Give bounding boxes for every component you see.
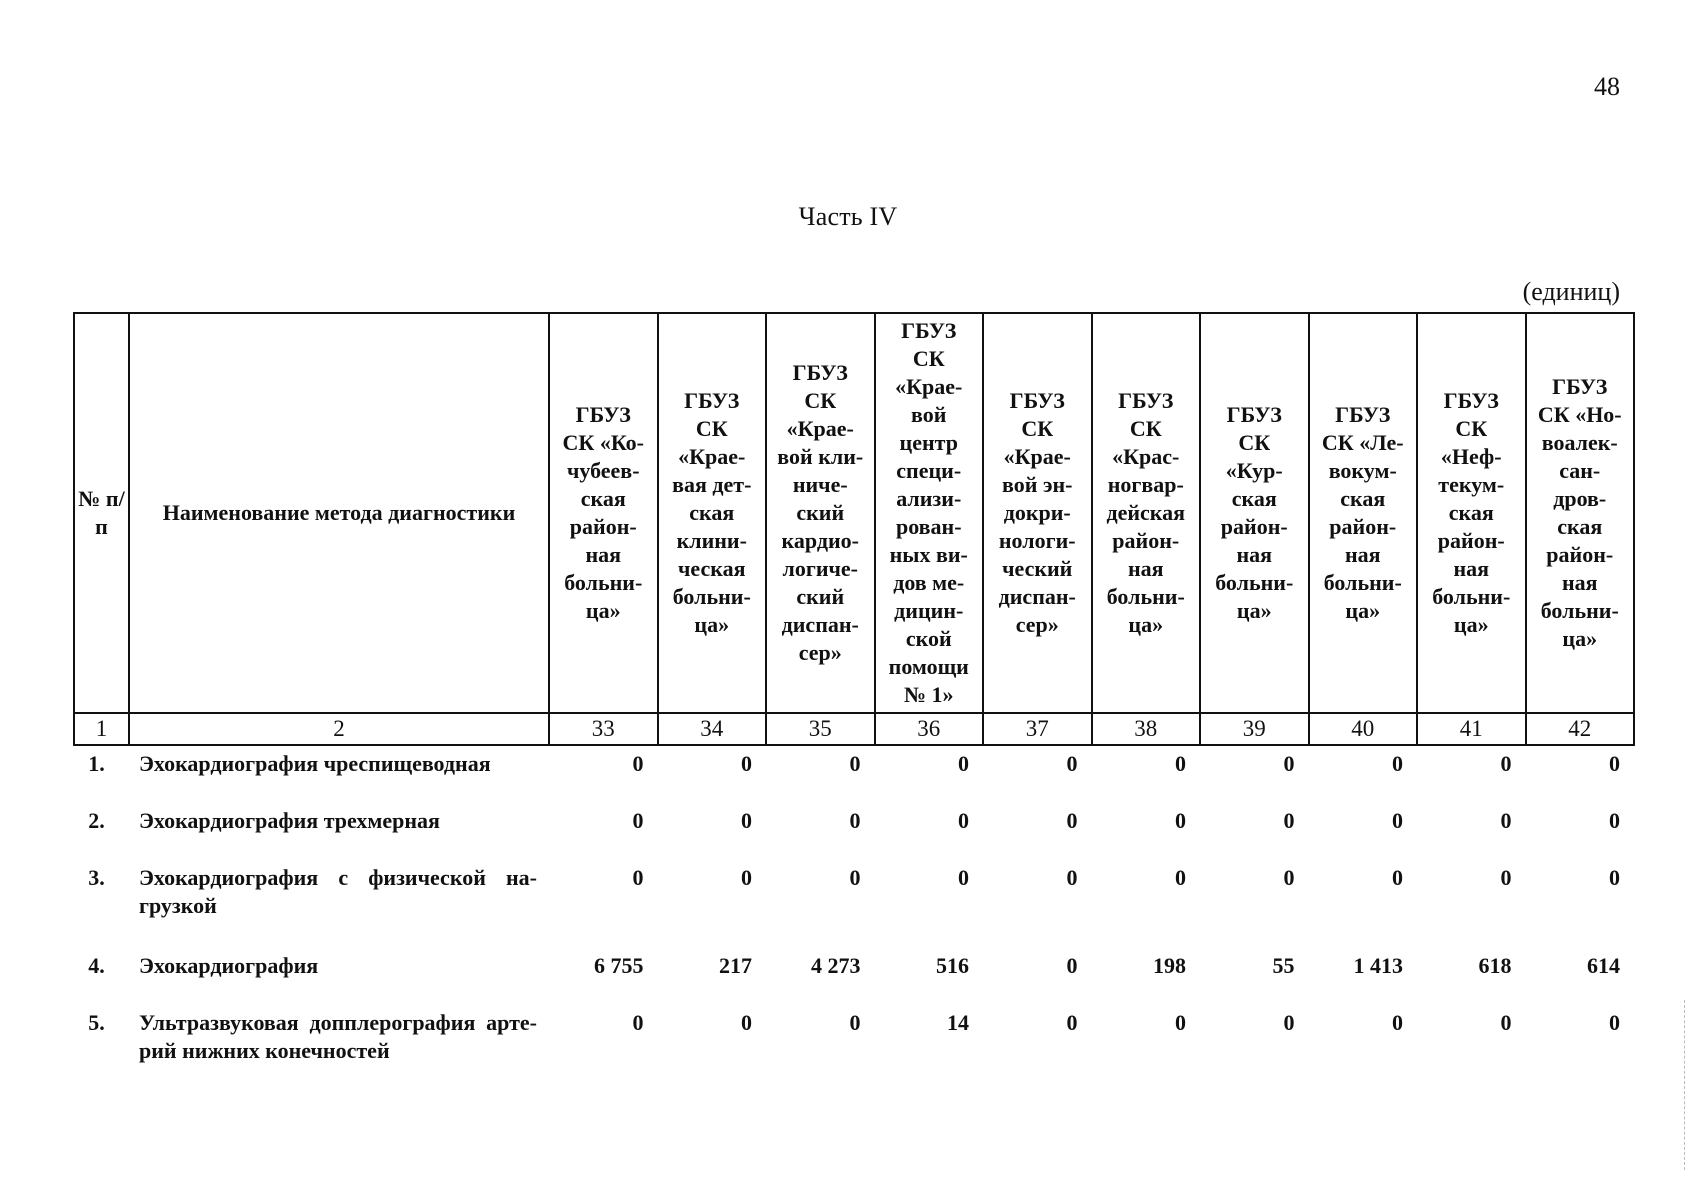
scan-edge-marks: [1684, 1000, 1688, 1170]
value-cell: 0: [1609, 865, 1620, 890]
value-cell: 55: [1272, 953, 1295, 978]
column-number: 42: [1526, 713, 1635, 745]
table-row: [74, 803, 1634, 860]
part-title: Часть IV: [798, 202, 898, 231]
value-cell: 0: [1175, 808, 1186, 833]
value-cell: 0: [741, 808, 752, 833]
row-number: 3.: [88, 865, 105, 890]
value-cell: 0: [1283, 1010, 1295, 1035]
header-org-label: ГБУЗ СК «Крае-вой центр специ-ализи-рован-ных ви-дов ме-дицин-ской помощи № 1»: [888, 318, 969, 707]
column-number: 40: [1309, 713, 1418, 745]
header-org-label: ГБУЗ СК «Неф-текум-ская район-ная больни-ца»: [1432, 388, 1511, 637]
header-org: [1200, 313, 1309, 713]
value-cell: 0: [849, 1010, 861, 1035]
column-number: 1: [74, 713, 129, 745]
column-number: 2: [129, 713, 549, 745]
header-org-label: ГБУЗ СК «Но-воалек-сан-дров-ская район-ная больни-ца»: [1537, 374, 1622, 651]
column-number: 39: [1200, 713, 1309, 745]
table-row: [74, 1005, 1634, 1093]
page-number: 48: [1594, 72, 1620, 101]
value-cell: 4 273: [811, 953, 861, 978]
value-cell: 0: [1609, 1010, 1620, 1035]
header-org-label: ГБУЗ СК «Кур-ская район-ная больни-ца»: [1215, 402, 1294, 623]
units-label: (единиц): [1522, 277, 1620, 306]
value-cell: 0: [1066, 1010, 1078, 1035]
value-cell: 0: [1175, 751, 1186, 776]
header-org: [766, 313, 875, 713]
method-name: Ультразвуковая допплерография арте-рий нижних конечностей: [139, 1010, 537, 1063]
method-name: Эхокардиография с физической на-грузкой: [139, 865, 537, 918]
value-cell: 0: [1283, 808, 1295, 833]
value-cell: 1 413: [1353, 953, 1403, 978]
header-org: [658, 313, 767, 713]
value-cell: 0: [849, 751, 861, 776]
header-method-name: Наименование метода диагностики: [129, 313, 549, 713]
value-cell: 0: [1392, 751, 1403, 776]
header-org-label: ГБУЗ СК «Ко-чубеев-ская район-ная больни-ца»: [562, 402, 645, 623]
column-number: 41: [1417, 713, 1526, 745]
table-header-row: [74, 313, 1634, 713]
header-org: [549, 313, 658, 713]
value-cell: 0: [632, 865, 644, 890]
value-cell: 0: [1283, 865, 1295, 890]
value-cell: 0: [958, 808, 969, 833]
row-number: 4.: [88, 953, 105, 978]
value-cell: 0: [741, 1010, 752, 1035]
header-org: [875, 313, 984, 713]
value-cell: 614: [1587, 953, 1620, 978]
value-cell: 618: [1478, 953, 1512, 978]
value-cell: 198: [1153, 953, 1186, 978]
header-org-label: ГБУЗ СК «Крае-вой кли-ниче-ский кардио-логиче-ский диспан-сер»: [777, 360, 864, 665]
value-cell: 0: [1066, 808, 1078, 833]
value-cell: 0: [1175, 1010, 1186, 1035]
column-number: 35: [766, 713, 875, 745]
row-number: 5.: [88, 1010, 105, 1035]
value-cell: 14: [947, 1010, 969, 1035]
value-cell: 0: [632, 751, 644, 776]
value-cell: 0: [1392, 1010, 1403, 1035]
header-org: [1309, 313, 1418, 713]
header-org-label: ГБУЗ СК «Крае-вой эн-докри-нологи-ческий диспан-сер»: [998, 388, 1076, 637]
value-cell: 0: [1500, 865, 1512, 890]
value-cell: 0: [741, 751, 752, 776]
value-cell: 0: [1392, 865, 1403, 890]
header-org-label: ГБУЗ СК «Крае-вая дет-ская клини-ческая больни-ца»: [672, 388, 752, 637]
header-org-label: ГБУЗ СК «Крас-ногвар-дейская район-ная больни-ца»: [1106, 388, 1186, 637]
value-cell: 0: [1392, 808, 1403, 833]
header-num: № п/п: [74, 313, 129, 713]
row-number: 2.: [88, 808, 105, 833]
column-number: 37: [983, 713, 1092, 745]
header-org-label: ГБУЗ СК «Ле-вокум-ская район-ная больни-ца»: [1321, 402, 1404, 623]
column-numbers-row: [74, 713, 1634, 745]
method-name: Эхокардиография: [139, 953, 319, 978]
value-cell: 0: [1609, 751, 1620, 776]
value-cell: 0: [1066, 865, 1078, 890]
value-cell: 217: [719, 953, 752, 978]
diagnostics-table: [73, 312, 1635, 1093]
column-number: 36: [875, 713, 984, 745]
value-cell: 0: [632, 808, 644, 833]
value-cell: 6 755: [594, 953, 644, 978]
table-row: [74, 948, 1634, 1005]
value-cell: 516: [936, 953, 969, 978]
value-cell: 0: [1066, 751, 1078, 776]
row-number: 1.: [88, 751, 105, 776]
value-cell: 0: [1609, 808, 1620, 833]
column-number: 33: [549, 713, 658, 745]
value-cell: 0: [1500, 1010, 1512, 1035]
table-row: [74, 745, 1634, 803]
method-name: Эхокардиография трехмерная: [139, 808, 440, 833]
value-cell: 0: [849, 808, 861, 833]
column-number: 38: [1092, 713, 1201, 745]
value-cell: 0: [958, 865, 969, 890]
header-org: [1417, 313, 1526, 713]
column-number: 34: [658, 713, 767, 745]
value-cell: 0: [958, 751, 969, 776]
table-row: [74, 860, 1634, 948]
method-name: Эхокардиография чреспищеводная: [139, 751, 491, 776]
value-cell: 0: [1175, 865, 1186, 890]
value-cell: 0: [1066, 953, 1078, 978]
value-cell: 0: [1283, 751, 1295, 776]
value-cell: 0: [741, 865, 752, 890]
value-cell: 0: [1500, 751, 1512, 776]
header-org: [1526, 313, 1635, 713]
value-cell: 0: [849, 865, 861, 890]
header-org: [983, 313, 1092, 713]
value-cell: 0: [1500, 808, 1512, 833]
value-cell: 0: [632, 1010, 644, 1035]
header-org: [1092, 313, 1201, 713]
